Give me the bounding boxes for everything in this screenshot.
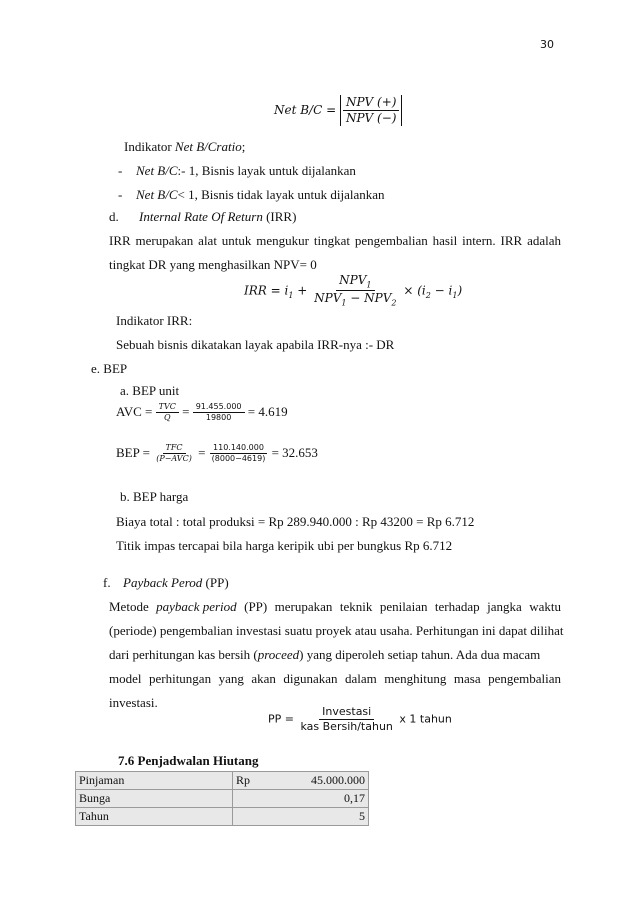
pp-formula: PP = $\frac{\text{Investasi}}{\text{kas Bersih/tahun}}$ x 1 tahun (268, 705, 452, 733)
table-row (76, 808, 369, 826)
row-currency (233, 790, 258, 808)
row-value: 5 (257, 808, 369, 826)
row-label: Pinjaman (76, 772, 233, 790)
avc-formula: AVC = $\frac{\text{TVC}}{Q}$ = $\frac{91.455.000}{19800}$ = 4.619 (116, 402, 288, 423)
netbc-item-layak: - Net B/C:- 1, Bisnis layak untuk dijalankan (118, 163, 356, 178)
row-value: 45.000.000 (257, 772, 369, 790)
irr-paragraph-line1: IRR merupakan alat untuk mengukur tingkat pengembalian hasil intern. IRR adalah (109, 233, 561, 248)
pp-paragraph-line5: investasi. (109, 695, 158, 710)
bep-harga-line1: Biaya total : total produksi = Rp 289.940.000 : Rp 43200 = Rp 6.712 (116, 514, 475, 529)
hutang-table (75, 771, 369, 826)
table-row (76, 772, 369, 790)
pp-paragraph-line4: model perhitungan yang akan digunakan dalam menghitung masa pengembalian (109, 671, 561, 686)
netbc-item-tidak-layak: - Net B/C< 1, Bisnis tidak layak untuk dijalankan (118, 187, 385, 202)
indikator-netbc: Indikator Net B/Cratio; (124, 139, 246, 154)
pp-paragraph-line3: dari perhitungan kas bersih (proceed) yang diperoleh setiap tahun. Ada dua macam (109, 647, 541, 662)
bep-formula: BEP = $\frac{\text{TFC}}{\text{(P−AVC)}}$ = $\frac{110.140.000}{(8000-4619)}$ = 32.653 (116, 443, 318, 464)
bep-unit-heading: a. BEP unit (120, 383, 180, 398)
page-number: 30 (540, 38, 554, 51)
row-currency: Rp (233, 772, 258, 790)
row-currency (233, 808, 258, 826)
irr-formula: IRR = $i_1$ + $\frac{NPV_1}{NPV_1 - NPV_2}$ × $(i_2 - i_1)$ (244, 273, 463, 308)
pp-paragraph-line1: Metode payback period (PP) merupakan teknik penilaian terhadap jangka waktu (109, 599, 561, 614)
bep-heading: e. BEP (91, 361, 128, 376)
table-row (76, 790, 369, 808)
irr-heading: d. Internal Rate Of Return (IRR) (109, 209, 297, 224)
bep-harga-line2: Titik impas tercapai bila harga keripik ubi per bungkus Rp 6.712 (116, 538, 453, 553)
pp-paragraph-line2: (periode) pengembalian investasi suatu proyek atau usaha. Perhitungan ini dapat dilihat (109, 623, 564, 638)
netbc-lhs: Net B/C = (274, 103, 337, 117)
bep-harga-heading: b. BEP harga (120, 489, 189, 504)
netbc-denominator: NPV (−) (345, 111, 397, 125)
netbc-numerator: NPV (+) (343, 95, 399, 111)
row-value: 0,17 (257, 790, 369, 808)
netbc-formula (274, 95, 402, 126)
irr-paragraph-line2: tingkat DR yang menghasilkan NPV= 0 (109, 257, 317, 272)
irr-indikator-label: Indikator IRR: (116, 313, 193, 328)
irr-indikator-text: Sebuah bisnis dikatakan layak apabila IRR-nya :- DR (116, 337, 395, 352)
pp-heading: f. Payback Perod (PP) (103, 575, 229, 590)
row-label: Tahun (76, 808, 233, 826)
section-title: 7.6 Penjadwalan Hiutang (118, 753, 259, 768)
row-label: Bunga (76, 790, 233, 808)
